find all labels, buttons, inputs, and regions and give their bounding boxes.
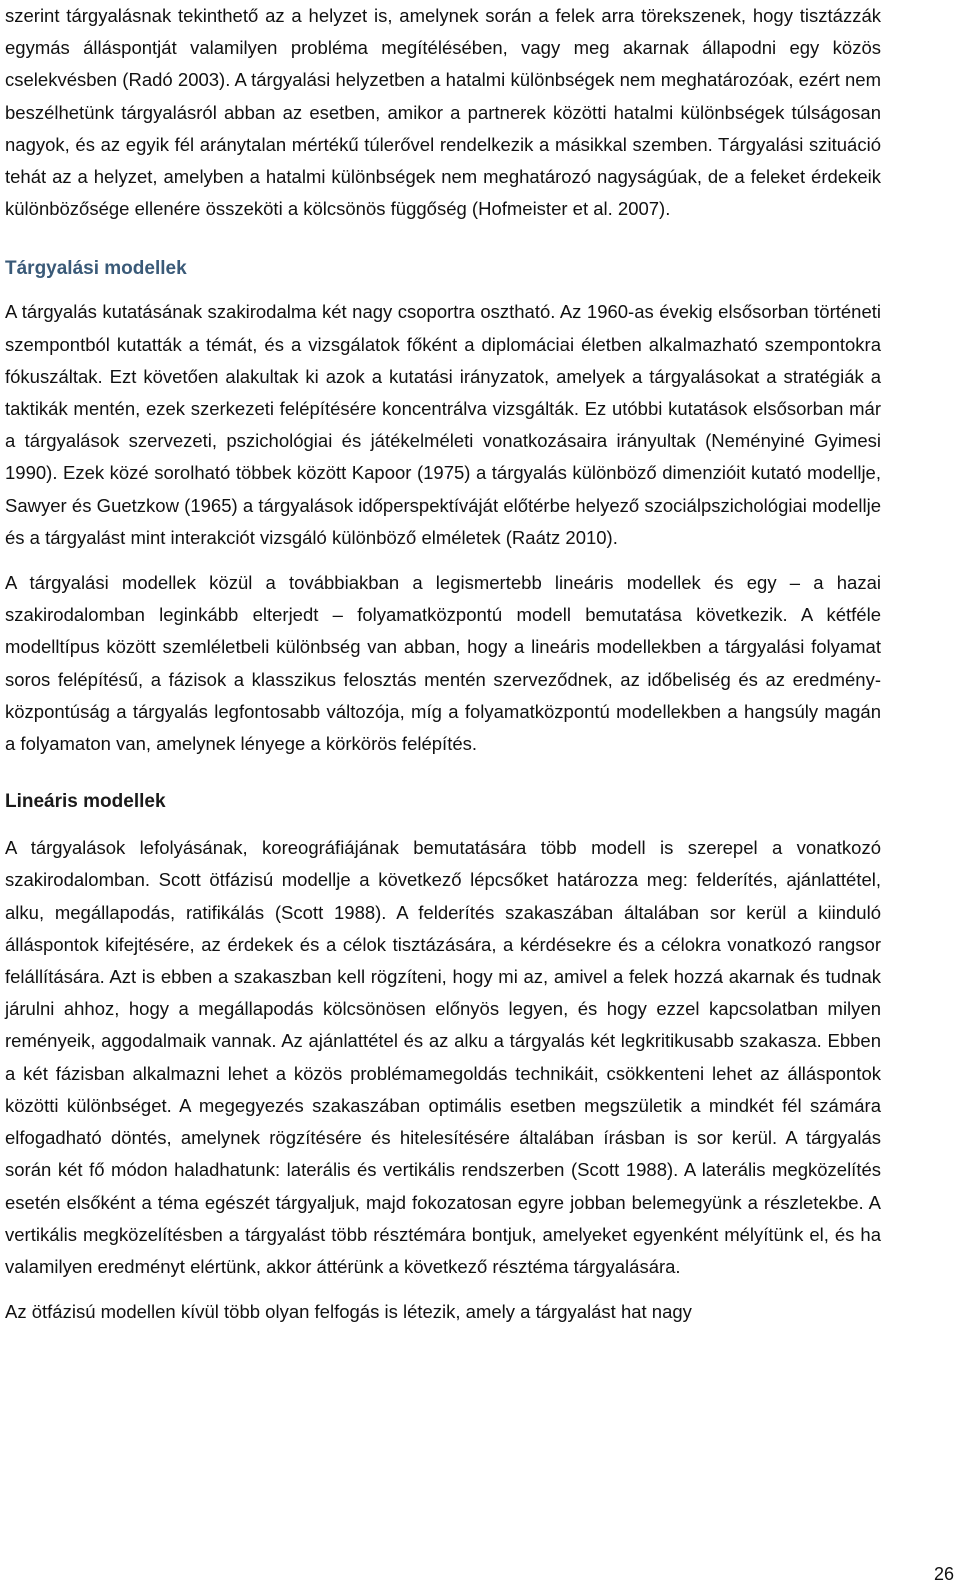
paragraph-scott-model: A tárgyalások lefolyásának, koreográfiájának bemutatására több modell is szerepel a vonatkozó szakirodalomban. Scott ötfázisú modellje a következő lépcsőket határozza meg: felderítés, ajánlattétel, alku, megállapodás, ratifikálás (Scott 1988). A felderítés szakaszában általában sor kerül a kiinduló álláspontok kifejtésére, az érdekek és a célok tisztázására, a kérdésekre és a célokra vonatkozó rangsor felállítására. Azt is ebben a szakaszban kell rögzíteni, hogy mi az, amivel a felek hozzá akarnak és tudnak járulni ahhoz, hogy a megállapodás kölcsönösen előnyös legyen, és hogy ezzel kapcsolatban milyen reményeik, aggodalmaik vannak. Az ajánlattétel és az alku a tárgyalás két legkritikusabb szakasza. Ebben a két fázisban alkalmazni lehet a közös problémamegoldás technikáit, csökkenteni lehet az álláspontok közötti különbséget. A megegyezés szakaszában optimális esetben megszületik a mindkét fél számára elfogadható döntés, amelynek rögzítésére és hitelesítésére általában írásban is sor kerül. A tárgyalás során két fő módon haladhatunk: laterális és vertikális rendszerben (Scott 1988). A laterális megközelítés esetén elsőként a téma egészét tárgyaljuk, majd fokozatosan egyre jobban belemegyünk a részletekbe. A vertikális megközelítésben a tárgyalást több résztémára bontjuk, amelyeket egyenként mélyítünk el, és ha valamilyen eredményt elértünk, akkor áttérünk a következő résztéma tárgyalására. [5, 837, 881, 1277]
document-page [5, 0, 881, 1328]
paragraph-intro: szerint tárgyalásnak tekinthető az a helyzet is, amelynek során a felek arra törekszenek, hogy tisztázzák egymás álláspontját valamilyen probléma megítélésében, vagy meg akarnak állapodni egy közös cselekvésben (Radó 2003). A tárgyalási helyzetben a hatalmi különbségek nem meghatározóak, ezért nem beszélhetünk tárgyalásról abban az esetben, amikor a partnerek közötti hatalmi különbségek túlságosan nagyok, és az egyik fél aránytalan mértékű túlerővel rendelkezik a másikkal szemben. Tárgyalási szituáció tehát az a helyzet, amelyben a hatalmi különbségek nem meghatározó nagyságúak, de a feleket érdekeik különbözősége ellenére összeköti a kölcsönös függőség (Hofmeister et al. 2007). [5, 5, 881, 220]
page-number: 26 [934, 1564, 955, 1584]
heading-negotiation-models: Tárgyalási modellek [5, 258, 187, 280]
paragraph-models-overview: A tárgyalási modellek közül a továbbiakban a legismertebb lineáris modellek és egy – a hazai szakirodalomban leginkább elterjedt – folyamatközpontú modell bemutatása következik. A kétféle modelltípus között szemléletbeli különbség van abban, hogy a lineáris modellekben a tárgyalási folyamat soros felépítésű, a fázisok a klasszikus felosztás mentén szerveződnek, az időbeliség és az eredmény-központúság a tárgyalás legfontosabb változója, míg a folyamatközpontú modellekben a hangsúly magán a folyamaton van, amelynek lényege a körkörös felépítés. [5, 572, 881, 755]
heading-linear-models: Lineáris modellek [5, 791, 166, 813]
paragraph-models-research: A tárgyalás kutatásának szakirodalma két nagy csoportra osztható. Az 1960-as évekig elsősorban történeti szempontból kutatták a témát, és a vizsgálatok főként a diplomáciai életben alkalmazható szempontokra fókuszáltak. Ezt követően alakultak ki azok a kutatási irányzatok, amelyek a tárgyalásokat a stratégiák a taktikák mentén, ezek szerkezeti felépítésére koncentrálva vizsgálták. Ez utóbbi kutatások elsősorban már a tárgyalások szervezeti, pszichológiai és játékelméleti vonatkozásaira irányultak (Neményiné Gyimesi 1990). Ezek közé sorolható többek között Kapoor (1975) a tárgyalás különböző dimenzióit kutató modellje, Sawyer és Guetzkow (1965) a tárgyalások időperspektíváját előtérbe helyező szociálpszichológiai modellje és a tárgyalást mint interakciót vizsgáló különböző elméletek (Raátz 2010). [5, 301, 881, 548]
paragraph-six-phase-intro: Az ötfázisú modellen kívül több olyan felfogás is létezik, amely a tárgyalást hat nagy [5, 1301, 692, 1323]
